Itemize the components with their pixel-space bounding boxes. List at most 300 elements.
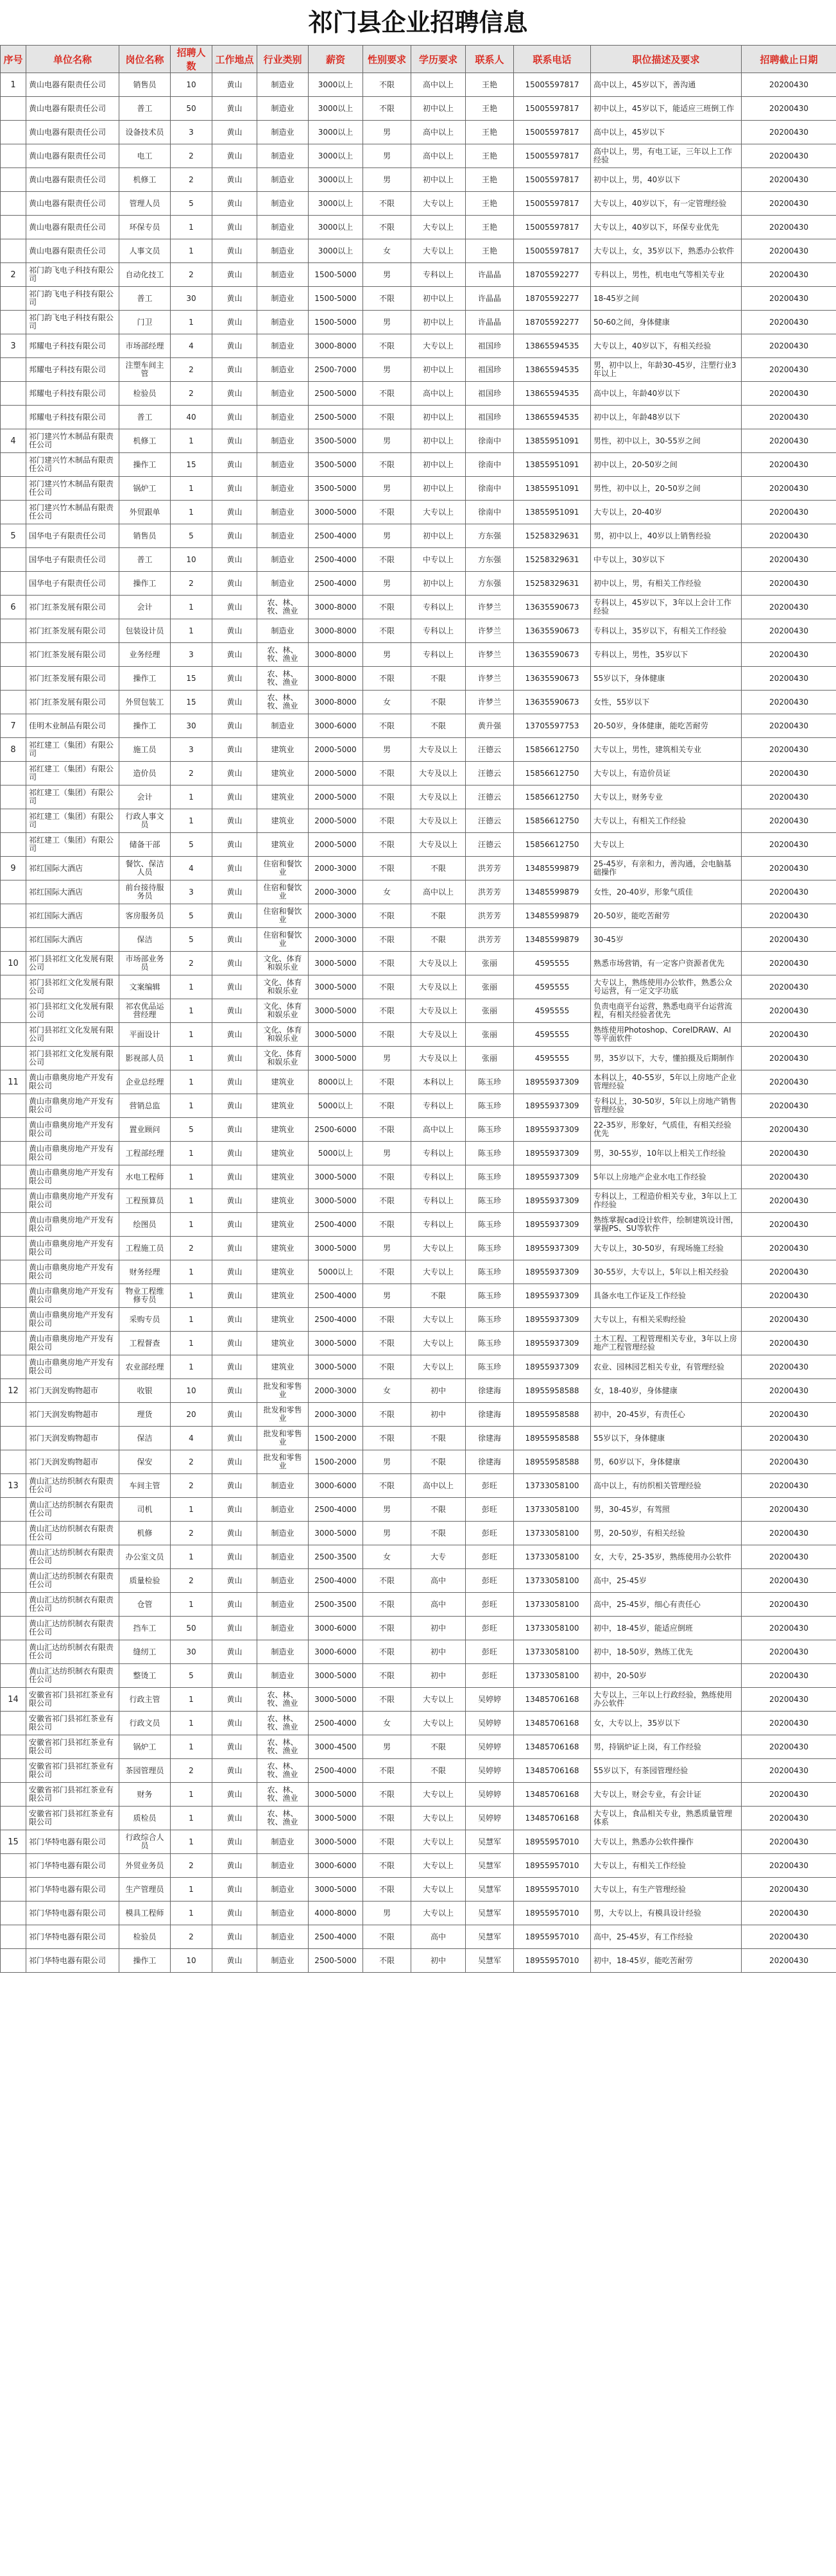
- position-cell: 餐饮、保洁人员: [119, 857, 171, 880]
- gender-cell: 男: [363, 1047, 411, 1070]
- phone-cell: 18955958588: [514, 1427, 591, 1450]
- education-cell: 初中以上: [411, 453, 466, 477]
- company-cell: 祁门红茶发展有限公司: [26, 667, 119, 691]
- seq-cell: [1, 643, 26, 667]
- position-cell: 外贸包装工: [119, 691, 171, 714]
- position-cell: 仓管: [119, 1593, 171, 1617]
- location-cell: 黄山: [212, 643, 257, 667]
- gender-cell: 不限: [363, 192, 411, 216]
- desc-cell: 大专以上，有相关工作经验: [591, 1854, 742, 1878]
- company-cell: 祁门建兴竹木制品有限责任公司: [26, 477, 119, 501]
- education-cell: 大专及以上: [411, 1047, 466, 1070]
- position-cell: 模具工程师: [119, 1902, 171, 1925]
- salary-cell: 1500-5000: [309, 287, 363, 311]
- salary-cell: 2500-3500: [309, 1593, 363, 1617]
- desc-cell: 男，初中以上，40岁以上销售经验: [591, 524, 742, 548]
- count-cell: 1: [171, 619, 212, 643]
- phone-cell: 18955958588: [514, 1403, 591, 1427]
- table-row: [1, 667, 836, 691]
- education-cell: 初中以上: [411, 97, 466, 121]
- industry-cell: 制造业: [257, 1664, 309, 1688]
- position-cell: 门卫: [119, 311, 171, 334]
- education-cell: 不限: [411, 667, 466, 691]
- count-cell: 3: [171, 880, 212, 904]
- position-cell: 操作工: [119, 714, 171, 738]
- industry-cell: 制造业: [257, 1925, 309, 1949]
- company-cell: 黄山市鼎奥房地产开发有限公司: [26, 1355, 119, 1379]
- contact-cell: 洪芳芳: [466, 880, 514, 904]
- table-row: [1, 1854, 836, 1878]
- deadline-cell: 20200430: [742, 1617, 836, 1640]
- industry-cell: 制造业: [257, 239, 309, 263]
- contact-cell: 王艳: [466, 144, 514, 168]
- contact-cell: 王艳: [466, 97, 514, 121]
- gender-cell: 不限: [363, 1118, 411, 1142]
- company-cell: 黄山汇达纺织制衣有限责任公司: [26, 1522, 119, 1545]
- contact-cell: 陈玉珍: [466, 1094, 514, 1118]
- desc-cell: 22-35岁，形象好，气质佳，有相关经验优先: [591, 1118, 742, 1142]
- company-cell: 安徽省祁门县祁红茶业有限公司: [26, 1688, 119, 1712]
- company-cell: 祁门县祁红文化发展有限公司: [26, 975, 119, 999]
- contact-cell: 彭旺: [466, 1593, 514, 1617]
- position-cell: 包装设计员: [119, 619, 171, 643]
- desc-cell: 女，18-40岁，身体健康: [591, 1379, 742, 1403]
- phone-cell: 13855951091: [514, 429, 591, 453]
- seq-cell: [1, 192, 26, 216]
- contact-cell: 方东强: [466, 572, 514, 596]
- seq-cell: [1, 1403, 26, 1427]
- phone-cell: 13855951091: [514, 477, 591, 501]
- contact-cell: 许梦兰: [466, 691, 514, 714]
- contact-cell: 汪德云: [466, 809, 514, 833]
- contact-cell: 陈玉珍: [466, 1189, 514, 1213]
- location-cell: 黄山: [212, 1712, 257, 1735]
- company-cell: 黄山电器有限责任公司: [26, 216, 119, 239]
- seq-cell: [1, 1735, 26, 1759]
- contact-cell: 彭旺: [466, 1498, 514, 1522]
- deadline-cell: 20200430: [742, 714, 836, 738]
- industry-cell: 建筑业: [257, 809, 309, 833]
- position-cell: 人事文员: [119, 239, 171, 263]
- position-cell: 水电工程师: [119, 1165, 171, 1189]
- company-cell: 安徽省祁门县祁红茶业有限公司: [26, 1783, 119, 1807]
- deadline-cell: 20200430: [742, 1545, 836, 1569]
- desc-cell: 高中，25-45岁，细心有责任心: [591, 1593, 742, 1617]
- phone-cell: 18955958588: [514, 1450, 591, 1474]
- industry-cell: 建筑业: [257, 1355, 309, 1379]
- industry-cell: 农、林、牧、渔业: [257, 691, 309, 714]
- count-cell: 2: [171, 144, 212, 168]
- gender-cell: 不限: [363, 1783, 411, 1807]
- seq-cell: [1, 1023, 26, 1047]
- deadline-cell: 20200430: [742, 192, 836, 216]
- desc-cell: 初中，18-50岁，熟练工优先: [591, 1640, 742, 1664]
- table-row: [1, 1403, 836, 1427]
- gender-cell: 不限: [363, 1759, 411, 1783]
- company-cell: 安徽省祁门县祁红茶业有限公司: [26, 1735, 119, 1759]
- count-cell: 15: [171, 691, 212, 714]
- position-cell: 普工: [119, 287, 171, 311]
- table-row: [1, 1688, 836, 1712]
- position-cell: 物业工程维修专员: [119, 1284, 171, 1308]
- seq-cell: [1, 168, 26, 192]
- phone-cell: 13733058100: [514, 1522, 591, 1545]
- seq-cell: 8: [1, 738, 26, 762]
- deadline-cell: 20200430: [742, 1308, 836, 1332]
- contact-cell: 彭旺: [466, 1569, 514, 1593]
- desc-cell: 初中以上，男，有相关工作经验: [591, 572, 742, 596]
- deadline-cell: 20200430: [742, 1878, 836, 1902]
- table-row: [1, 999, 836, 1023]
- position-cell: 检验员: [119, 382, 171, 406]
- table-row: [1, 168, 836, 192]
- count-cell: 1: [171, 311, 212, 334]
- industry-cell: 建筑业: [257, 1142, 309, 1165]
- company-cell: 祁门华特电器有限公司: [26, 1830, 119, 1854]
- location-cell: 黄山: [212, 406, 257, 429]
- position-cell: 销售员: [119, 73, 171, 97]
- count-cell: 2: [171, 952, 212, 975]
- position-cell: 质量检验: [119, 1569, 171, 1593]
- location-cell: 黄山: [212, 1332, 257, 1355]
- education-cell: 大专以上: [411, 1260, 466, 1284]
- contact-cell: 吴婷婷: [466, 1712, 514, 1735]
- salary-cell: 3000以上: [309, 73, 363, 97]
- deadline-cell: 20200430: [742, 1094, 836, 1118]
- gender-cell: 不限: [363, 73, 411, 97]
- location-cell: 黄山: [212, 1807, 257, 1830]
- industry-cell: 制造业: [257, 192, 309, 216]
- education-cell: 初中以上: [411, 287, 466, 311]
- table-row: [1, 287, 836, 311]
- table-row: [1, 1474, 836, 1498]
- phone-cell: 15856612750: [514, 809, 591, 833]
- education-cell: 高中以上: [411, 121, 466, 144]
- gender-cell: 不限: [363, 1640, 411, 1664]
- phone-cell: 15005597817: [514, 216, 591, 239]
- table-row: [1, 1522, 836, 1545]
- seq-cell: [1, 572, 26, 596]
- gender-cell: 男: [363, 643, 411, 667]
- table-row: [1, 596, 836, 619]
- industry-cell: 建筑业: [257, 1213, 309, 1237]
- company-cell: 祁红国际大酒店: [26, 880, 119, 904]
- contact-cell: 汪德云: [466, 762, 514, 786]
- table-row: [1, 643, 836, 667]
- seq-cell: [1, 144, 26, 168]
- gender-cell: 不限: [363, 714, 411, 738]
- industry-cell: 制造业: [257, 311, 309, 334]
- industry-cell: 制造业: [257, 1474, 309, 1498]
- contact-cell: 徐南中: [466, 501, 514, 524]
- contact-cell: 陈玉珍: [466, 1237, 514, 1260]
- phone-cell: 18955957010: [514, 1830, 591, 1854]
- deadline-cell: 20200430: [742, 1593, 836, 1617]
- salary-cell: 3000-5000: [309, 1830, 363, 1854]
- deadline-cell: 20200430: [742, 1854, 836, 1878]
- industry-cell: 住宿和餐饮业: [257, 928, 309, 952]
- desc-cell: 30-45岁: [591, 928, 742, 952]
- contact-cell: 陈玉珍: [466, 1142, 514, 1165]
- table-row: [1, 691, 836, 714]
- count-cell: 5: [171, 524, 212, 548]
- desc-cell: 大专以上，有生产管理经验: [591, 1878, 742, 1902]
- industry-cell: 建筑业: [257, 833, 309, 857]
- education-cell: 大专以上: [411, 1712, 466, 1735]
- seq-cell: 4: [1, 429, 26, 453]
- position-cell: 外贸业务员: [119, 1854, 171, 1878]
- seq-cell: [1, 1189, 26, 1213]
- contact-cell: 吴婷婷: [466, 1735, 514, 1759]
- seq-cell: [1, 548, 26, 572]
- desc-cell: 30-55岁，大专以上，5年以上相关经验: [591, 1260, 742, 1284]
- gender-cell: 不限: [363, 809, 411, 833]
- table-row: [1, 216, 836, 239]
- phone-cell: 13865594535: [514, 382, 591, 406]
- desc-cell: 初中，18-45岁，能适应倒班: [591, 1617, 742, 1640]
- table-row: [1, 501, 836, 524]
- count-cell: 1: [171, 501, 212, 524]
- count-cell: 2: [171, 1474, 212, 1498]
- header-cell: 序号: [1, 46, 26, 73]
- position-cell: 外贸跟单: [119, 501, 171, 524]
- gender-cell: 男: [363, 144, 411, 168]
- salary-cell: 2500-4000: [309, 548, 363, 572]
- education-cell: 不限: [411, 928, 466, 952]
- gender-cell: 不限: [363, 1403, 411, 1427]
- phone-cell: 4595555: [514, 999, 591, 1023]
- industry-cell: 制造业: [257, 1593, 309, 1617]
- industry-cell: 建筑业: [257, 1189, 309, 1213]
- contact-cell: 张丽: [466, 975, 514, 999]
- contact-cell: 许梦兰: [466, 596, 514, 619]
- table-row: [1, 1545, 836, 1569]
- desc-cell: 本科以上，40-55岁，5年以上房地产企业管理经验: [591, 1070, 742, 1094]
- contact-cell: 吴婷婷: [466, 1807, 514, 1830]
- seq-cell: [1, 1165, 26, 1189]
- seq-cell: [1, 975, 26, 999]
- contact-cell: 许晶晶: [466, 311, 514, 334]
- table-row: [1, 1260, 836, 1284]
- seq-cell: 10: [1, 952, 26, 975]
- seq-cell: [1, 809, 26, 833]
- education-cell: 本科以上: [411, 1070, 466, 1094]
- location-cell: 黄山: [212, 1902, 257, 1925]
- company-cell: 祁红建工（集团）有限公司: [26, 786, 119, 809]
- deadline-cell: 20200430: [742, 1902, 836, 1925]
- count-cell: 2: [171, 358, 212, 382]
- deadline-cell: 20200430: [742, 1403, 836, 1427]
- count-cell: 5: [171, 192, 212, 216]
- position-cell: 车间主管: [119, 1474, 171, 1498]
- position-cell: 操作工: [119, 1949, 171, 1973]
- phone-cell: 18955937309: [514, 1165, 591, 1189]
- position-cell: 锅炉工: [119, 477, 171, 501]
- deadline-cell: 20200430: [742, 1949, 836, 1973]
- salary-cell: 3000-5000: [309, 1664, 363, 1688]
- header-cell: 单位名称: [26, 46, 119, 73]
- education-cell: 专科以上: [411, 1094, 466, 1118]
- education-cell: 专科以上: [411, 643, 466, 667]
- industry-cell: 制造业: [257, 382, 309, 406]
- company-cell: 黄山电器有限责任公司: [26, 97, 119, 121]
- phone-cell: 13485706168: [514, 1759, 591, 1783]
- deadline-cell: 20200430: [742, 334, 836, 358]
- desc-cell: 负责电商平台运营，熟悉电商平台运营流程，有相关经验者优先: [591, 999, 742, 1023]
- deadline-cell: 20200430: [742, 786, 836, 809]
- position-cell: 工程施工员: [119, 1237, 171, 1260]
- table-row: [1, 239, 836, 263]
- industry-cell: 制造业: [257, 1545, 309, 1569]
- salary-cell: 2500-4000: [309, 1498, 363, 1522]
- gender-cell: 不限: [363, 1332, 411, 1355]
- industry-cell: 建筑业: [257, 1070, 309, 1094]
- gender-cell: 男: [363, 1902, 411, 1925]
- location-cell: 黄山: [212, 97, 257, 121]
- gender-cell: 男: [363, 738, 411, 762]
- deadline-cell: 20200430: [742, 880, 836, 904]
- deadline-cell: 20200430: [742, 1735, 836, 1759]
- table-row: [1, 429, 836, 453]
- salary-cell: 2500-4000: [309, 1569, 363, 1593]
- company-cell: 祁门天润发购物超市: [26, 1450, 119, 1474]
- phone-cell: 13865594535: [514, 406, 591, 429]
- phone-cell: 13485599879: [514, 904, 591, 928]
- table-row: [1, 311, 836, 334]
- header-row: [1, 46, 836, 73]
- phone-cell: 13485599879: [514, 857, 591, 880]
- industry-cell: 制造业: [257, 1854, 309, 1878]
- gender-cell: 不限: [363, 975, 411, 999]
- desc-cell: 专科以上，35岁以下，有相关工作经验: [591, 619, 742, 643]
- industry-cell: 建筑业: [257, 1260, 309, 1284]
- seq-cell: 7: [1, 714, 26, 738]
- gender-cell: 不限: [363, 786, 411, 809]
- count-cell: 1: [171, 786, 212, 809]
- desc-cell: 男，大专以上，有模具设计经验: [591, 1902, 742, 1925]
- table-row: [1, 1783, 836, 1807]
- phone-cell: 15856612750: [514, 738, 591, 762]
- education-cell: 专科以上: [411, 1213, 466, 1237]
- deadline-cell: 20200430: [742, 619, 836, 643]
- education-cell: 不限: [411, 1522, 466, 1545]
- location-cell: 黄山: [212, 121, 257, 144]
- salary-cell: 2500-3500: [309, 1545, 363, 1569]
- gender-cell: 不限: [363, 287, 411, 311]
- count-cell: 4: [171, 857, 212, 880]
- location-cell: 黄山: [212, 1498, 257, 1522]
- table-row: [1, 334, 836, 358]
- industry-cell: 文化、体育和娱乐业: [257, 975, 309, 999]
- phone-cell: 4595555: [514, 952, 591, 975]
- position-cell: 前台接待服务员: [119, 880, 171, 904]
- gender-cell: 男: [363, 1142, 411, 1165]
- header-cell: 联系人: [466, 46, 514, 73]
- count-cell: 1: [171, 1284, 212, 1308]
- education-cell: 不限: [411, 1427, 466, 1450]
- salary-cell: 2500-5000: [309, 382, 363, 406]
- position-cell: 会计: [119, 596, 171, 619]
- gender-cell: 不限: [363, 548, 411, 572]
- location-cell: 黄山: [212, 73, 257, 97]
- contact-cell: 徐建海: [466, 1379, 514, 1403]
- education-cell: 大专以上: [411, 1830, 466, 1854]
- industry-cell: 制造业: [257, 477, 309, 501]
- desc-cell: 初中以上，20-50岁之间: [591, 453, 742, 477]
- location-cell: 黄山: [212, 1379, 257, 1403]
- desc-cell: 农业、园林园艺相关专业，有管理经验: [591, 1355, 742, 1379]
- deadline-cell: 20200430: [742, 453, 836, 477]
- phone-cell: 15005597817: [514, 239, 591, 263]
- count-cell: 2: [171, 1569, 212, 1593]
- desc-cell: 具备水电工作证及工作经验: [591, 1284, 742, 1308]
- gender-cell: 男: [363, 168, 411, 192]
- contact-cell: 许梦兰: [466, 619, 514, 643]
- company-cell: 祁门华特电器有限公司: [26, 1949, 119, 1973]
- education-cell: 高中以上: [411, 73, 466, 97]
- deadline-cell: 20200430: [742, 1355, 836, 1379]
- salary-cell: 3000-4500: [309, 1735, 363, 1759]
- company-cell: 黄山汇达纺织制衣有限责任公司: [26, 1569, 119, 1593]
- count-cell: 2: [171, 382, 212, 406]
- phone-cell: 18955937309: [514, 1070, 591, 1094]
- deadline-cell: 20200430: [742, 1237, 836, 1260]
- industry-cell: 制造业: [257, 572, 309, 596]
- phone-cell: 18955937309: [514, 1237, 591, 1260]
- education-cell: 大专及以上: [411, 809, 466, 833]
- deadline-cell: 20200430: [742, 572, 836, 596]
- table-row: [1, 762, 836, 786]
- table-row: [1, 975, 836, 999]
- location-cell: 黄山: [212, 524, 257, 548]
- count-cell: 1: [171, 1783, 212, 1807]
- education-cell: 初中: [411, 1379, 466, 1403]
- desc-cell: 专科以上，30-50岁，5年以上房地产销售管理经验: [591, 1094, 742, 1118]
- salary-cell: 3000-5000: [309, 1783, 363, 1807]
- desc-cell: 男，30-55岁，10年以上相关工作经验: [591, 1142, 742, 1165]
- education-cell: 初中以上: [411, 429, 466, 453]
- company-cell: 黄山市鼎奥房地产开发有限公司: [26, 1142, 119, 1165]
- table-row: [1, 1498, 836, 1522]
- contact-cell: 徐建海: [466, 1427, 514, 1450]
- education-cell: 大专以上: [411, 501, 466, 524]
- location-cell: 黄山: [212, 1569, 257, 1593]
- salary-cell: 3000以上: [309, 239, 363, 263]
- location-cell: 黄山: [212, 1664, 257, 1688]
- position-cell: 操作工: [119, 453, 171, 477]
- count-cell: 1: [171, 1593, 212, 1617]
- desc-cell: 20-50岁，能吃苦耐劳: [591, 904, 742, 928]
- salary-cell: 5000以上: [309, 1260, 363, 1284]
- count-cell: 1: [171, 239, 212, 263]
- education-cell: 中专以上: [411, 548, 466, 572]
- header-cell: 行业类别: [257, 46, 309, 73]
- gender-cell: 不限: [363, 1213, 411, 1237]
- company-cell: 祁门县祁红文化发展有限公司: [26, 999, 119, 1023]
- industry-cell: 制造业: [257, 216, 309, 239]
- salary-cell: 3000-5000: [309, 1807, 363, 1830]
- deadline-cell: 20200430: [742, 952, 836, 975]
- contact-cell: 王艳: [466, 168, 514, 192]
- gender-cell: 女: [363, 239, 411, 263]
- education-cell: 大专以上: [411, 1807, 466, 1830]
- gender-cell: 不限: [363, 1355, 411, 1379]
- phone-cell: 18705592277: [514, 263, 591, 287]
- seq-cell: [1, 1213, 26, 1237]
- deadline-cell: 20200430: [742, 1165, 836, 1189]
- industry-cell: 制造业: [257, 358, 309, 382]
- education-cell: 大专以上: [411, 334, 466, 358]
